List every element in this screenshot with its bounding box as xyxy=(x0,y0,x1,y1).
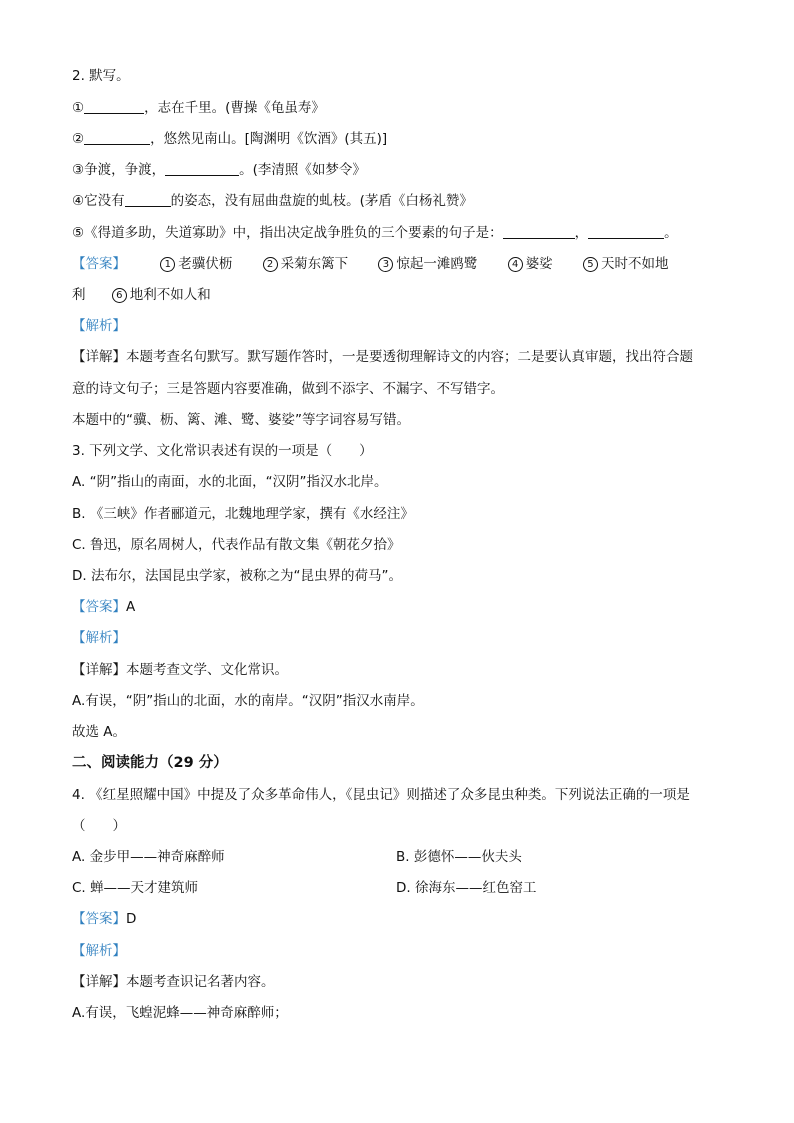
q2-detail-2: 意的诗文句子；三是答题内容要准确，做到不添字、不漏字、不写错字。 xyxy=(72,381,504,397)
q2-detail-1 xyxy=(72,347,693,367)
q4-detail-label: 【详解】 xyxy=(72,974,126,990)
q2-item-3-after: 。(李清照《如梦令》 xyxy=(239,162,366,178)
q2-item-4-after: 的姿态，没有屈曲盘旋的虬枝。(茅盾《白杨礼赞》 xyxy=(170,193,473,209)
q2-item-1-after: ，志在千里。(曹操《龟虽寿》 xyxy=(144,100,325,116)
q2-item-3 xyxy=(72,160,366,180)
circled-number-5-icon: 5 xyxy=(583,257,598,272)
q2-answer-4: 4 婆娑 xyxy=(508,254,553,274)
q2-answer-line-2 xyxy=(72,285,211,305)
q3-option-a[interactable]: A. “阴”指山的南面，水的北面，“汉阴”指汉水北岸。 xyxy=(72,474,388,490)
q2-analysis-label: 【解析】 xyxy=(72,318,126,334)
q2-answer-3: 3 惊起一滩鸥鹭 xyxy=(378,254,477,274)
q4-option-b[interactable]: B. 彭德怀——伙夫头 xyxy=(396,849,522,865)
q2-detail-text-1: 本题考查名句默写。默写题作答时，一是要透彻理解诗文的内容；二是要认真审题，找出符合题 xyxy=(126,349,693,365)
q2-item-2-num: ② xyxy=(72,131,85,147)
q4-option-c[interactable]: C. 蝉——天才建筑师 xyxy=(72,880,199,896)
q2-item-1-blank[interactable] xyxy=(84,99,144,114)
q2-answer-6: 6 地利不如人和 xyxy=(112,285,211,305)
q3-option-d[interactable]: D. 法布尔，法国昆虫学家，被称之为“昆虫界的荷马”。 xyxy=(72,568,402,584)
q4-option-a[interactable]: A. 金步甲——神奇麻醉师 xyxy=(72,849,225,865)
q4-option-d[interactable]: D. 徐海东——红色窑工 xyxy=(396,880,537,896)
q2-item-5-num: ⑤ xyxy=(72,225,85,241)
q3-detail-text-1: 本题考查文学、文化常识。 xyxy=(126,662,288,678)
q2-item-5-after: 。 xyxy=(664,225,678,241)
q2-item-5-before: 《得道多助，失道寡助》中，指出决定战争胜负的三个要素的句子是： xyxy=(84,225,503,241)
circled-number-6-icon: 6 xyxy=(112,288,127,303)
circled-number-2-icon: 2 xyxy=(263,257,278,272)
q2-answer-label: 【答案】 xyxy=(72,256,126,272)
q3-title: 3. 下列文学、文化常识表述有误的一项是（ ） xyxy=(72,443,373,459)
q2-answer-cont: 利 xyxy=(72,287,86,303)
q2-item-5-mid: ， xyxy=(574,225,589,241)
q2-item-3-num: ③ xyxy=(72,162,85,178)
q3-detail-3: 故选 A。 xyxy=(72,724,127,740)
q2-detail-label: 【详解】 xyxy=(72,349,126,365)
q3-detail-label: 【详解】 xyxy=(72,662,126,678)
q2-item-1 xyxy=(72,98,325,118)
q2-item-2-blank[interactable] xyxy=(84,130,150,145)
q2-item-5-blank-1[interactable] xyxy=(503,224,575,239)
q2-item-3-blank[interactable] xyxy=(165,161,239,176)
q3-answer-line xyxy=(72,597,135,617)
q4-analysis-label: 【解析】 xyxy=(72,943,126,959)
q2-detail-3: 本题中的“骥、枥、篱、滩、鹭、婆娑”等字词容易写错。 xyxy=(72,412,410,428)
q2-item-2 xyxy=(72,129,387,149)
q4-answer-value: D xyxy=(126,911,137,927)
q2-answer-line xyxy=(72,254,668,274)
q4-detail-2: A.有误，飞蝗泥蜂——神奇麻醉师； xyxy=(72,1005,288,1021)
q2-item-2-after: ，悠然见南山。[陶渊明《饮酒》(其五)] xyxy=(150,131,388,147)
q3-answer-value: A xyxy=(126,599,136,615)
q4-title: 4. 《红星照耀中国》中提及了众多革命伟人，《昆虫记》则描述了众多昆虫种类。下列说法正确的一项是 xyxy=(72,787,690,803)
q3-option-c[interactable]: C. 鲁迅，原名周树人，代表作品有散文集《朝花夕拾》 xyxy=(72,537,401,553)
q2-answer-5: 5 天时不如地 xyxy=(583,254,669,274)
q3-detail-2: A.有误，“阴”指山的北面，水的南岸。“汉阴”指汉水南岸。 xyxy=(72,693,424,709)
q3-answer-label: 【答案】 xyxy=(72,599,126,615)
q2-title: 2. 默写。 xyxy=(72,68,130,84)
q3-option-b[interactable]: B. 《三峡》作者郦道元，北魏地理学家，撰有《水经注》 xyxy=(72,506,414,522)
q4-answer-label: 【答案】 xyxy=(72,911,126,927)
circled-number-4-icon: 4 xyxy=(508,257,523,272)
q3-analysis-label: 【解析】 xyxy=(72,630,126,646)
q2-answer-1: 1 老骥伏枥 xyxy=(160,254,232,274)
q2-item-5-blank-2[interactable] xyxy=(588,224,664,239)
q2-item-4-blank[interactable] xyxy=(125,192,171,207)
q2-answer-2: 2 采菊东篱下 xyxy=(263,254,349,274)
q4-detail-1 xyxy=(72,972,275,992)
section-2-title: 二、阅读能力（29 分） xyxy=(72,755,228,771)
q2-item-4-before: 它没有 xyxy=(84,193,125,209)
q2-item-5 xyxy=(72,223,678,243)
q4-detail-text-1: 本题考查识记名著内容。 xyxy=(126,974,275,990)
circled-number-1-icon: 1 xyxy=(160,257,175,272)
q2-item-4 xyxy=(72,191,473,211)
q4-answer-line xyxy=(72,909,136,929)
q2-item-3-before: 争渡，争渡， xyxy=(84,162,166,178)
q2-item-4-num: ④ xyxy=(72,193,85,209)
q3-detail-1 xyxy=(72,660,288,680)
q2-item-1-num: ① xyxy=(72,100,85,116)
q4-paren: （ ） xyxy=(72,818,126,834)
circled-number-3-icon: 3 xyxy=(378,257,393,272)
